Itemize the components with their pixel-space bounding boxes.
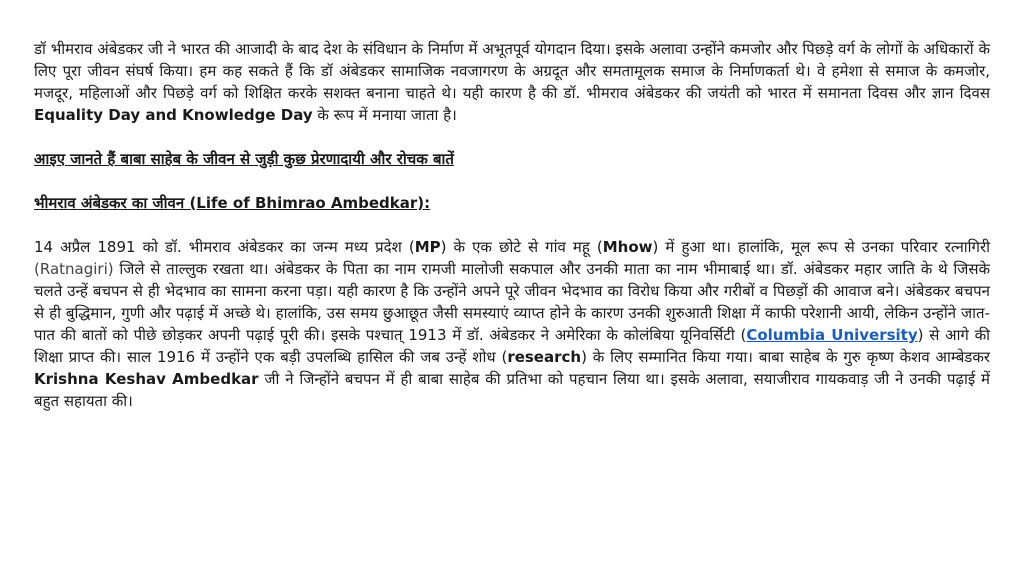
life-text-4: जिले से ताल्लुक रखता था। अंबेडकर के पिता का नाम रामजी मालोजी सकपाल और उनकी माता का नाम भीमाबाई था। डॉ. अंबेडकर महार जाति के थे जिसके चलते उन्हें बचपन से ही भेदभाव का सामना करना पड़ा। यही कारण है कि उन्होंने अपने पूरे जीवन भेदभाव का विरोध किया और गरीबों व पिछड़ों की आवाज बने। अंबेडकर बचपन से ही बुद्धिमान, गुणी और पढ़ाई में अच्छे थे। हालांकि, उस समय छुआछूत जैसी समस्याएं व्याप्त होने के कारण उनकी शुरुआती शिक्षा में काफी परेशानी आयी, लेकिन उन्होंने जात-पात की बातों को पीछे छोड़कर अपनी पढ़ाई पूरी की। इसके पश्चात् 1913 में डॉ. अंबेडकर ने अमेरिका के कोलंबिया यूनिवर्सिटी ( bbox=[34, 260, 990, 344]
life-subheading: भीमराव अंबेडकर का जीवन (Life of Bhimrao Ambedkar): bbox=[34, 194, 431, 212]
spacer bbox=[34, 214, 990, 236]
intro-text: डॉ भीमराव अंबेडकर जी ने भारत की आजादी के बाद देश के संविधान के निर्माण में अभूतपूर्व योगदान दिया। इसके अलावा उन्होंने कमजोर और पिछड़े वर्ग के लोगों के अधिकारों के लिए पूरा जीवन संघर्ष किया। हम कह सकते हैं कि डॉ अंबेडकर सामाजिक नवजागरण के अग्रदूत और समतामूलक समाज के निर्माणकर्ता थे। वे हमेशा से समाज के कमजोर, मजदूर, महिलाओं और पिछड़े वर्ग को शिक्षित करके सशक्त बनाना चाहते थे। यही कारण है की डॉ. भीमराव अंबेडकर की जयंती को भारत में समानता दिवस और ज्ञान दिवस bbox=[34, 40, 990, 102]
life-text-7: जी ने जिन्होंने बचपन में ही बाबा साहेब की प्रतिभा को पहचान लिया था। इसके अलावा, सयाजीराव गायकवाड़ जी ने उनकी पढ़ाई में बहुत सहायता की। bbox=[34, 370, 990, 410]
research-bold: research bbox=[507, 348, 582, 366]
life-text-5: ) से आगे की शिक्षा प्राप्त की। साल 1916 में उन्होंने एक बड़ी उपलब्धि हासिल की जब उन्हें शोध ( bbox=[34, 326, 991, 366]
mhow-bold: Mhow bbox=[602, 238, 653, 256]
life-text-1: 14 अप्रैल 1891 को डॉ. भीमराव अंबेडकर का जन्म मध्य प्रदेश ( bbox=[34, 238, 415, 256]
life-text-6: ) के लिए सम्मानित किया गया। बाबा साहेब के गुरु कृष्ण केशव आम्बेडकर bbox=[581, 348, 990, 366]
mp-bold: MP bbox=[414, 238, 441, 256]
life-text-2: ) के एक छोटे से गांव महू ( bbox=[440, 238, 603, 256]
section-heading: आइए जानते हैं बाबा साहेब के जीवन से जुड़ी कुछ प्रेरणादायी और रोचक बातें bbox=[34, 150, 454, 168]
intro-paragraph bbox=[34, 38, 990, 126]
intro-bold-english: Equality Day and Knowledge Day bbox=[34, 106, 313, 124]
life-paragraph bbox=[34, 236, 990, 412]
spacer bbox=[34, 126, 990, 148]
columbia-university-link[interactable]: Columbia University bbox=[746, 326, 918, 344]
ratnagiri-text: (Ratnagiri) bbox=[34, 260, 114, 278]
life-text-3: ) में हुआ था। हालांकि, मूल रूप से उनका परिवार रत्नागिरी bbox=[652, 238, 991, 256]
krishna-keshav-bold: Krishna Keshav Ambedkar bbox=[34, 370, 259, 388]
intro-text-end: के रूप में मनाया जाता है। bbox=[312, 106, 457, 124]
spacer bbox=[34, 170, 990, 192]
